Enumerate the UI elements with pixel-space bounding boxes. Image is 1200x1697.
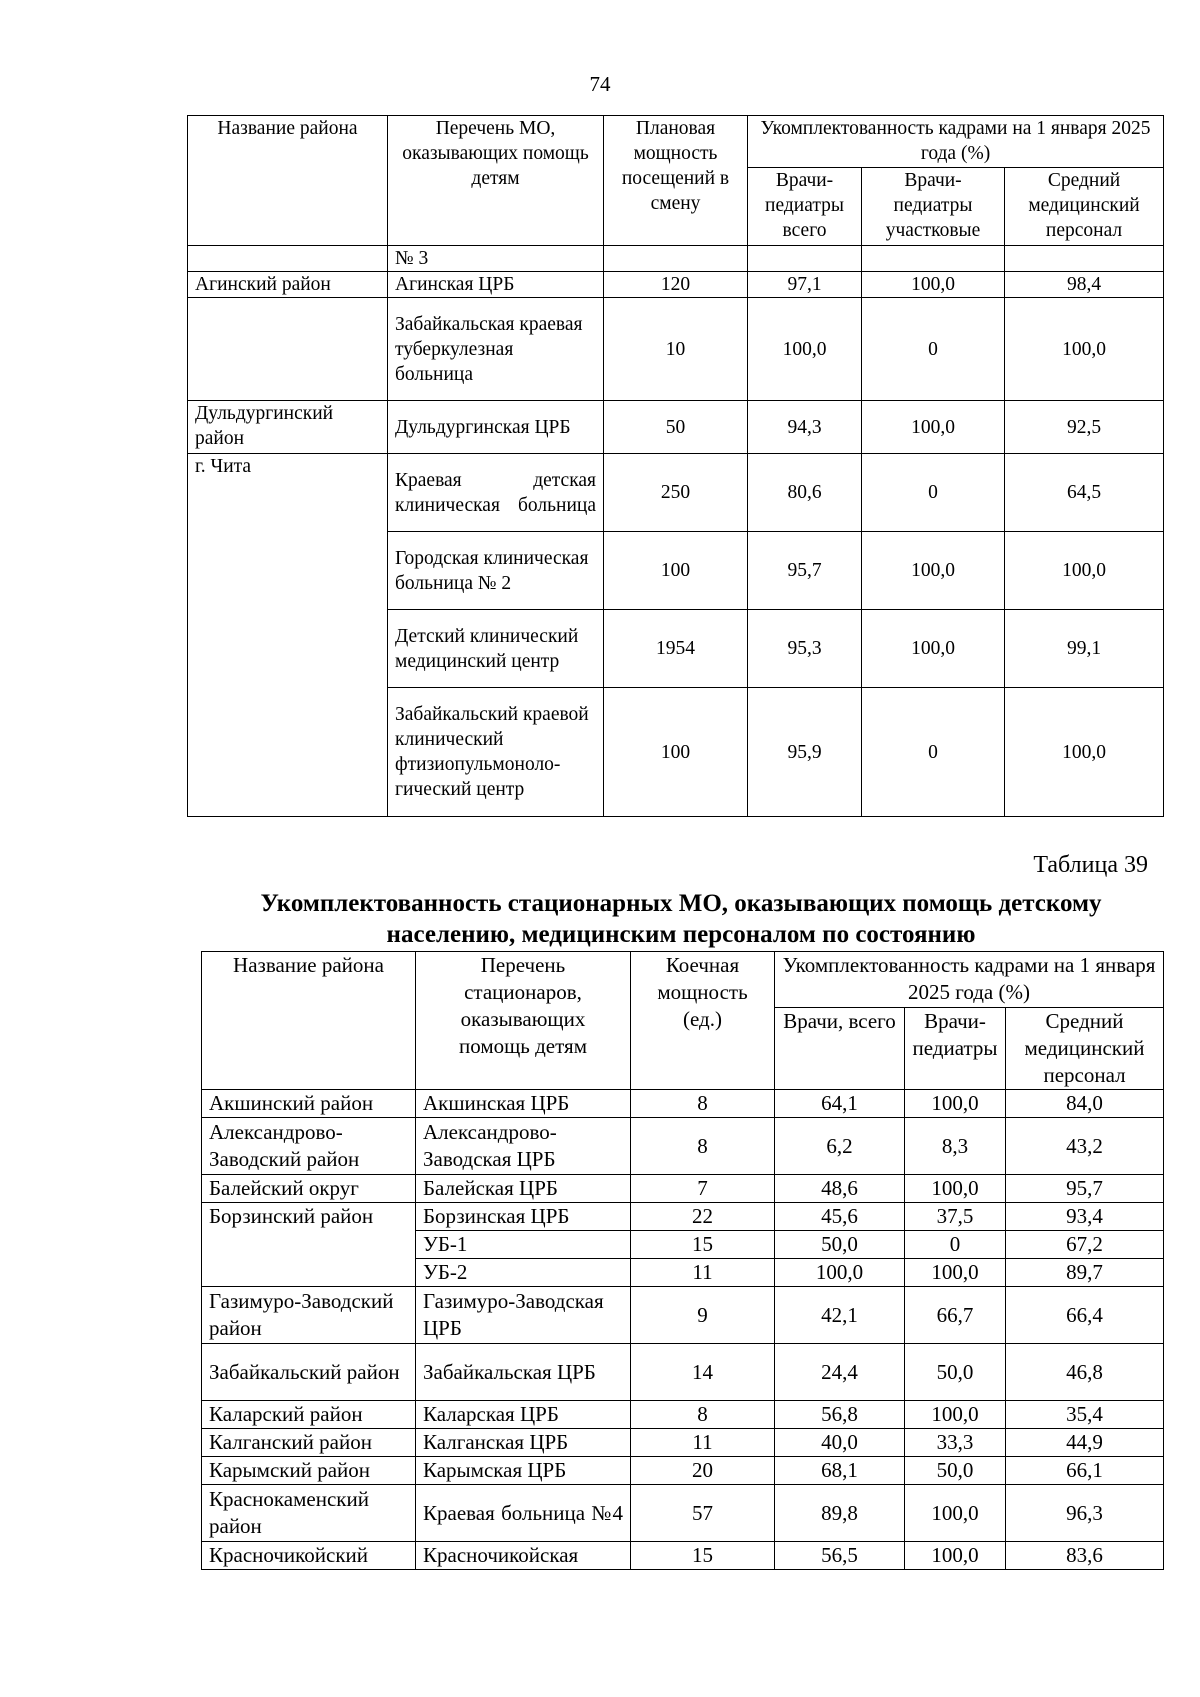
doctors-cell: 42,1 <box>775 1287 905 1344</box>
table-cell: № 3 <box>388 246 604 272</box>
district-cell: Дульдургинский район <box>188 401 388 454</box>
table-row <box>202 1401 1164 1429</box>
nurses-cell: 44,9 <box>1006 1429 1164 1457</box>
table-row <box>202 1090 1164 1118</box>
nurses-cell: 100,0 <box>1005 532 1164 610</box>
nurses-cell: 89,7 <box>1006 1259 1164 1287</box>
pediatricians-cell: 0 <box>905 1231 1006 1259</box>
mo-cell: Агинская ЦРБ <box>388 272 604 298</box>
pediatricians-cell: 100,0 <box>905 1542 1006 1570</box>
hospital-cell: Каларская ЦРБ <box>416 1401 631 1429</box>
mo-cell: Детский клинический медицинский центр <box>388 610 604 688</box>
header-ped-total: Врачи-педиатры всего <box>748 168 862 246</box>
mo-cell: Забайкальская краевая туберкулезная больница <box>388 298 604 401</box>
pediatricians-cell: 100,0 <box>905 1175 1006 1203</box>
nurses-cell: 93,4 <box>1006 1203 1164 1231</box>
nurses-cell: 92,5 <box>1005 401 1164 454</box>
capacity-cell: 100 <box>604 532 748 610</box>
hospital-cell: Забайкальская ЦРБ <box>416 1344 631 1401</box>
beds-cell: 8 <box>631 1090 775 1118</box>
doctors-cell: 89,8 <box>775 1485 905 1542</box>
table-cell <box>188 246 388 272</box>
pediatricians-cell: 100,0 <box>905 1090 1006 1118</box>
header-doctors-total: Врачи, всего <box>775 1008 905 1090</box>
district-cell: Калганский район <box>202 1429 416 1457</box>
table-row <box>202 1118 1164 1175</box>
table-row <box>202 1457 1164 1485</box>
doctors-cell: 64,1 <box>775 1090 905 1118</box>
outpatient-staffing-table <box>187 115 1164 817</box>
pediatricians-cell: 66,7 <box>905 1287 1006 1344</box>
pediatricians-cell: 100,0 <box>905 1259 1006 1287</box>
district-cell: Агинский район <box>188 272 388 298</box>
ped-district-cell: 100,0 <box>862 401 1005 454</box>
doctors-cell: 50,0 <box>775 1231 905 1259</box>
beds-cell: 8 <box>631 1118 775 1175</box>
hospital-cell: Краевая больница №4 <box>416 1485 631 1542</box>
hospital-cell: Борзинская ЦРБ <box>416 1203 631 1231</box>
table-row <box>202 1175 1164 1203</box>
nurses-cell: 43,2 <box>1006 1118 1164 1175</box>
capacity-cell: 120 <box>604 272 748 298</box>
district-cell <box>188 298 388 401</box>
district-cell: г. Чита <box>188 454 388 817</box>
table-caption: Таблица 39 <box>1033 852 1148 878</box>
district-cell: Александрово-Заводский район <box>202 1118 416 1175</box>
beds-cell: 20 <box>631 1457 775 1485</box>
pediatricians-cell: 50,0 <box>905 1344 1006 1401</box>
beds-cell: 22 <box>631 1203 775 1231</box>
district-cell: Газимуро-Заводский район <box>202 1287 416 1344</box>
doctors-cell: 48,6 <box>775 1175 905 1203</box>
hospital-cell: Акшинская ЦРБ <box>416 1090 631 1118</box>
nurses-cell: 66,1 <box>1006 1457 1164 1485</box>
district-cell: Акшинский район <box>202 1090 416 1118</box>
capacity-cell: 250 <box>604 454 748 532</box>
mo-cell: Краевая детская клиническая больница <box>388 454 604 532</box>
pediatricians-cell: 100,0 <box>905 1401 1006 1429</box>
district-cell: Балейский округ <box>202 1175 416 1203</box>
ped-district-cell: 0 <box>862 688 1005 817</box>
nurses-cell: 96,3 <box>1006 1485 1164 1542</box>
header-ped-district: Врачи-педиатры участковые <box>862 168 1005 246</box>
ped-total-cell: 97,1 <box>748 272 862 298</box>
doctors-cell: 56,5 <box>775 1542 905 1570</box>
nurses-cell: 66,4 <box>1006 1287 1164 1344</box>
mo-cell: Дульдургинская ЦРБ <box>388 401 604 454</box>
nurses-cell: 98,4 <box>1005 272 1164 298</box>
hospital-cell: Карымская ЦРБ <box>416 1457 631 1485</box>
nurses-cell: 100,0 <box>1005 688 1164 817</box>
hospital-cell: Газимуро-Заводская ЦРБ <box>416 1287 631 1344</box>
table-row <box>202 1485 1164 1542</box>
nurses-cell: 46,8 <box>1006 1344 1164 1401</box>
ped-total-cell: 95,3 <box>748 610 862 688</box>
table-row <box>188 298 1164 401</box>
nurses-cell: 100,0 <box>1005 298 1164 401</box>
district-cell: Краснокаменский район <box>202 1485 416 1542</box>
header-capacity: Плановая мощность посещений в смену <box>604 116 748 246</box>
ped-total-cell: 95,7 <box>748 532 862 610</box>
capacity-cell: 1954 <box>604 610 748 688</box>
header-nurses: Средний медицинский персонал <box>1005 168 1164 246</box>
doctors-cell: 56,8 <box>775 1401 905 1429</box>
table-row <box>202 1429 1164 1457</box>
nurses-cell: 64,5 <box>1005 454 1164 532</box>
ped-total-cell: 95,9 <box>748 688 862 817</box>
ped-district-cell: 0 <box>862 454 1005 532</box>
district-cell: Борзинский район <box>202 1203 416 1287</box>
ped-total-cell: 100,0 <box>748 298 862 401</box>
header-nurses: Средний медицинский персонал <box>1006 1008 1164 1090</box>
hospital-cell: УБ-1 <box>416 1231 631 1259</box>
nurses-cell: 84,0 <box>1006 1090 1164 1118</box>
district-cell: Каларский район <box>202 1401 416 1429</box>
doctors-cell: 68,1 <box>775 1457 905 1485</box>
district-cell: Карымский район <box>202 1457 416 1485</box>
table-row <box>188 454 1164 532</box>
mo-cell: Городская клиническая больница № 2 <box>388 532 604 610</box>
header-district: Название района <box>188 116 388 246</box>
header-staffing: Укомплектованность кадрами на 1 января 2025 года (%) <box>775 952 1164 1008</box>
table-row <box>202 1344 1164 1401</box>
table-row <box>188 272 1164 298</box>
nurses-cell: 95,7 <box>1006 1175 1164 1203</box>
pediatricians-cell: 100,0 <box>905 1485 1006 1542</box>
hospital-cell: УБ-2 <box>416 1259 631 1287</box>
header-staffing: Укомплектованность кадрами на 1 января 2025 года (%) <box>748 116 1164 168</box>
header-mo-list: Перечень МО, оказывающих помощь детям <box>388 116 604 246</box>
beds-cell: 9 <box>631 1287 775 1344</box>
pediatricians-cell: 33,3 <box>905 1429 1006 1457</box>
ped-district-cell: 0 <box>862 298 1005 401</box>
hospital-cell: Калганская ЦРБ <box>416 1429 631 1457</box>
doctors-cell: 45,6 <box>775 1203 905 1231</box>
table-row <box>202 1203 1164 1231</box>
hospital-cell: Александрово-Заводская ЦРБ <box>416 1118 631 1175</box>
doctors-cell: 24,4 <box>775 1344 905 1401</box>
capacity-cell: 100 <box>604 688 748 817</box>
page-number: 74 <box>589 72 611 96</box>
beds-cell: 15 <box>631 1231 775 1259</box>
pediatricians-cell: 37,5 <box>905 1203 1006 1231</box>
beds-cell: 8 <box>631 1401 775 1429</box>
nurses-cell: 67,2 <box>1006 1231 1164 1259</box>
ped-district-cell: 100,0 <box>862 532 1005 610</box>
capacity-cell: 50 <box>604 401 748 454</box>
ped-district-cell: 100,0 <box>862 610 1005 688</box>
table-row <box>202 1287 1164 1344</box>
mo-cell: Забайкальский краевой клинический фтизиопульмоноло-гический центр <box>388 688 604 817</box>
beds-cell: 11 <box>631 1259 775 1287</box>
table-cell <box>1005 246 1164 272</box>
header-district: Название района <box>202 952 416 1090</box>
ped-district-cell: 100,0 <box>862 272 1005 298</box>
nurses-cell: 35,4 <box>1006 1401 1164 1429</box>
hospital-cell: Красночикойская <box>416 1542 631 1570</box>
doctors-cell: 100,0 <box>775 1259 905 1287</box>
doctors-cell: 6,2 <box>775 1118 905 1175</box>
pediatricians-cell: 50,0 <box>905 1457 1006 1485</box>
header-pediatricians: Врачи-педиатры <box>905 1008 1006 1090</box>
beds-cell: 57 <box>631 1485 775 1542</box>
district-cell: Забайкальский район <box>202 1344 416 1401</box>
ped-total-cell: 94,3 <box>748 401 862 454</box>
header-beds: Коечная мощность (ед.) <box>631 952 775 1090</box>
nurses-cell: 83,6 <box>1006 1542 1164 1570</box>
table-cell <box>604 246 748 272</box>
header-hospitals: Перечень стационаров, оказывающих помощь детям <box>416 952 631 1090</box>
table-cell <box>862 246 1005 272</box>
ped-total-cell: 80,6 <box>748 454 862 532</box>
beds-cell: 11 <box>631 1429 775 1457</box>
district-cell: Красночикойский <box>202 1542 416 1570</box>
beds-cell: 15 <box>631 1542 775 1570</box>
hospital-cell: Балейская ЦРБ <box>416 1175 631 1203</box>
inpatient-staffing-table <box>201 951 1164 1570</box>
beds-cell: 14 <box>631 1344 775 1401</box>
pediatricians-cell: 8,3 <box>905 1118 1006 1175</box>
table-title: Укомплектованность стационарных МО, оказывающих помощь детскому населению, медицинским персоналом по состоянию <box>260 890 1102 948</box>
table-row <box>202 1542 1164 1570</box>
table-cell <box>748 246 862 272</box>
table-row <box>188 401 1164 454</box>
capacity-cell: 10 <box>604 298 748 401</box>
beds-cell: 7 <box>631 1175 775 1203</box>
doctors-cell: 40,0 <box>775 1429 905 1457</box>
nurses-cell: 99,1 <box>1005 610 1164 688</box>
